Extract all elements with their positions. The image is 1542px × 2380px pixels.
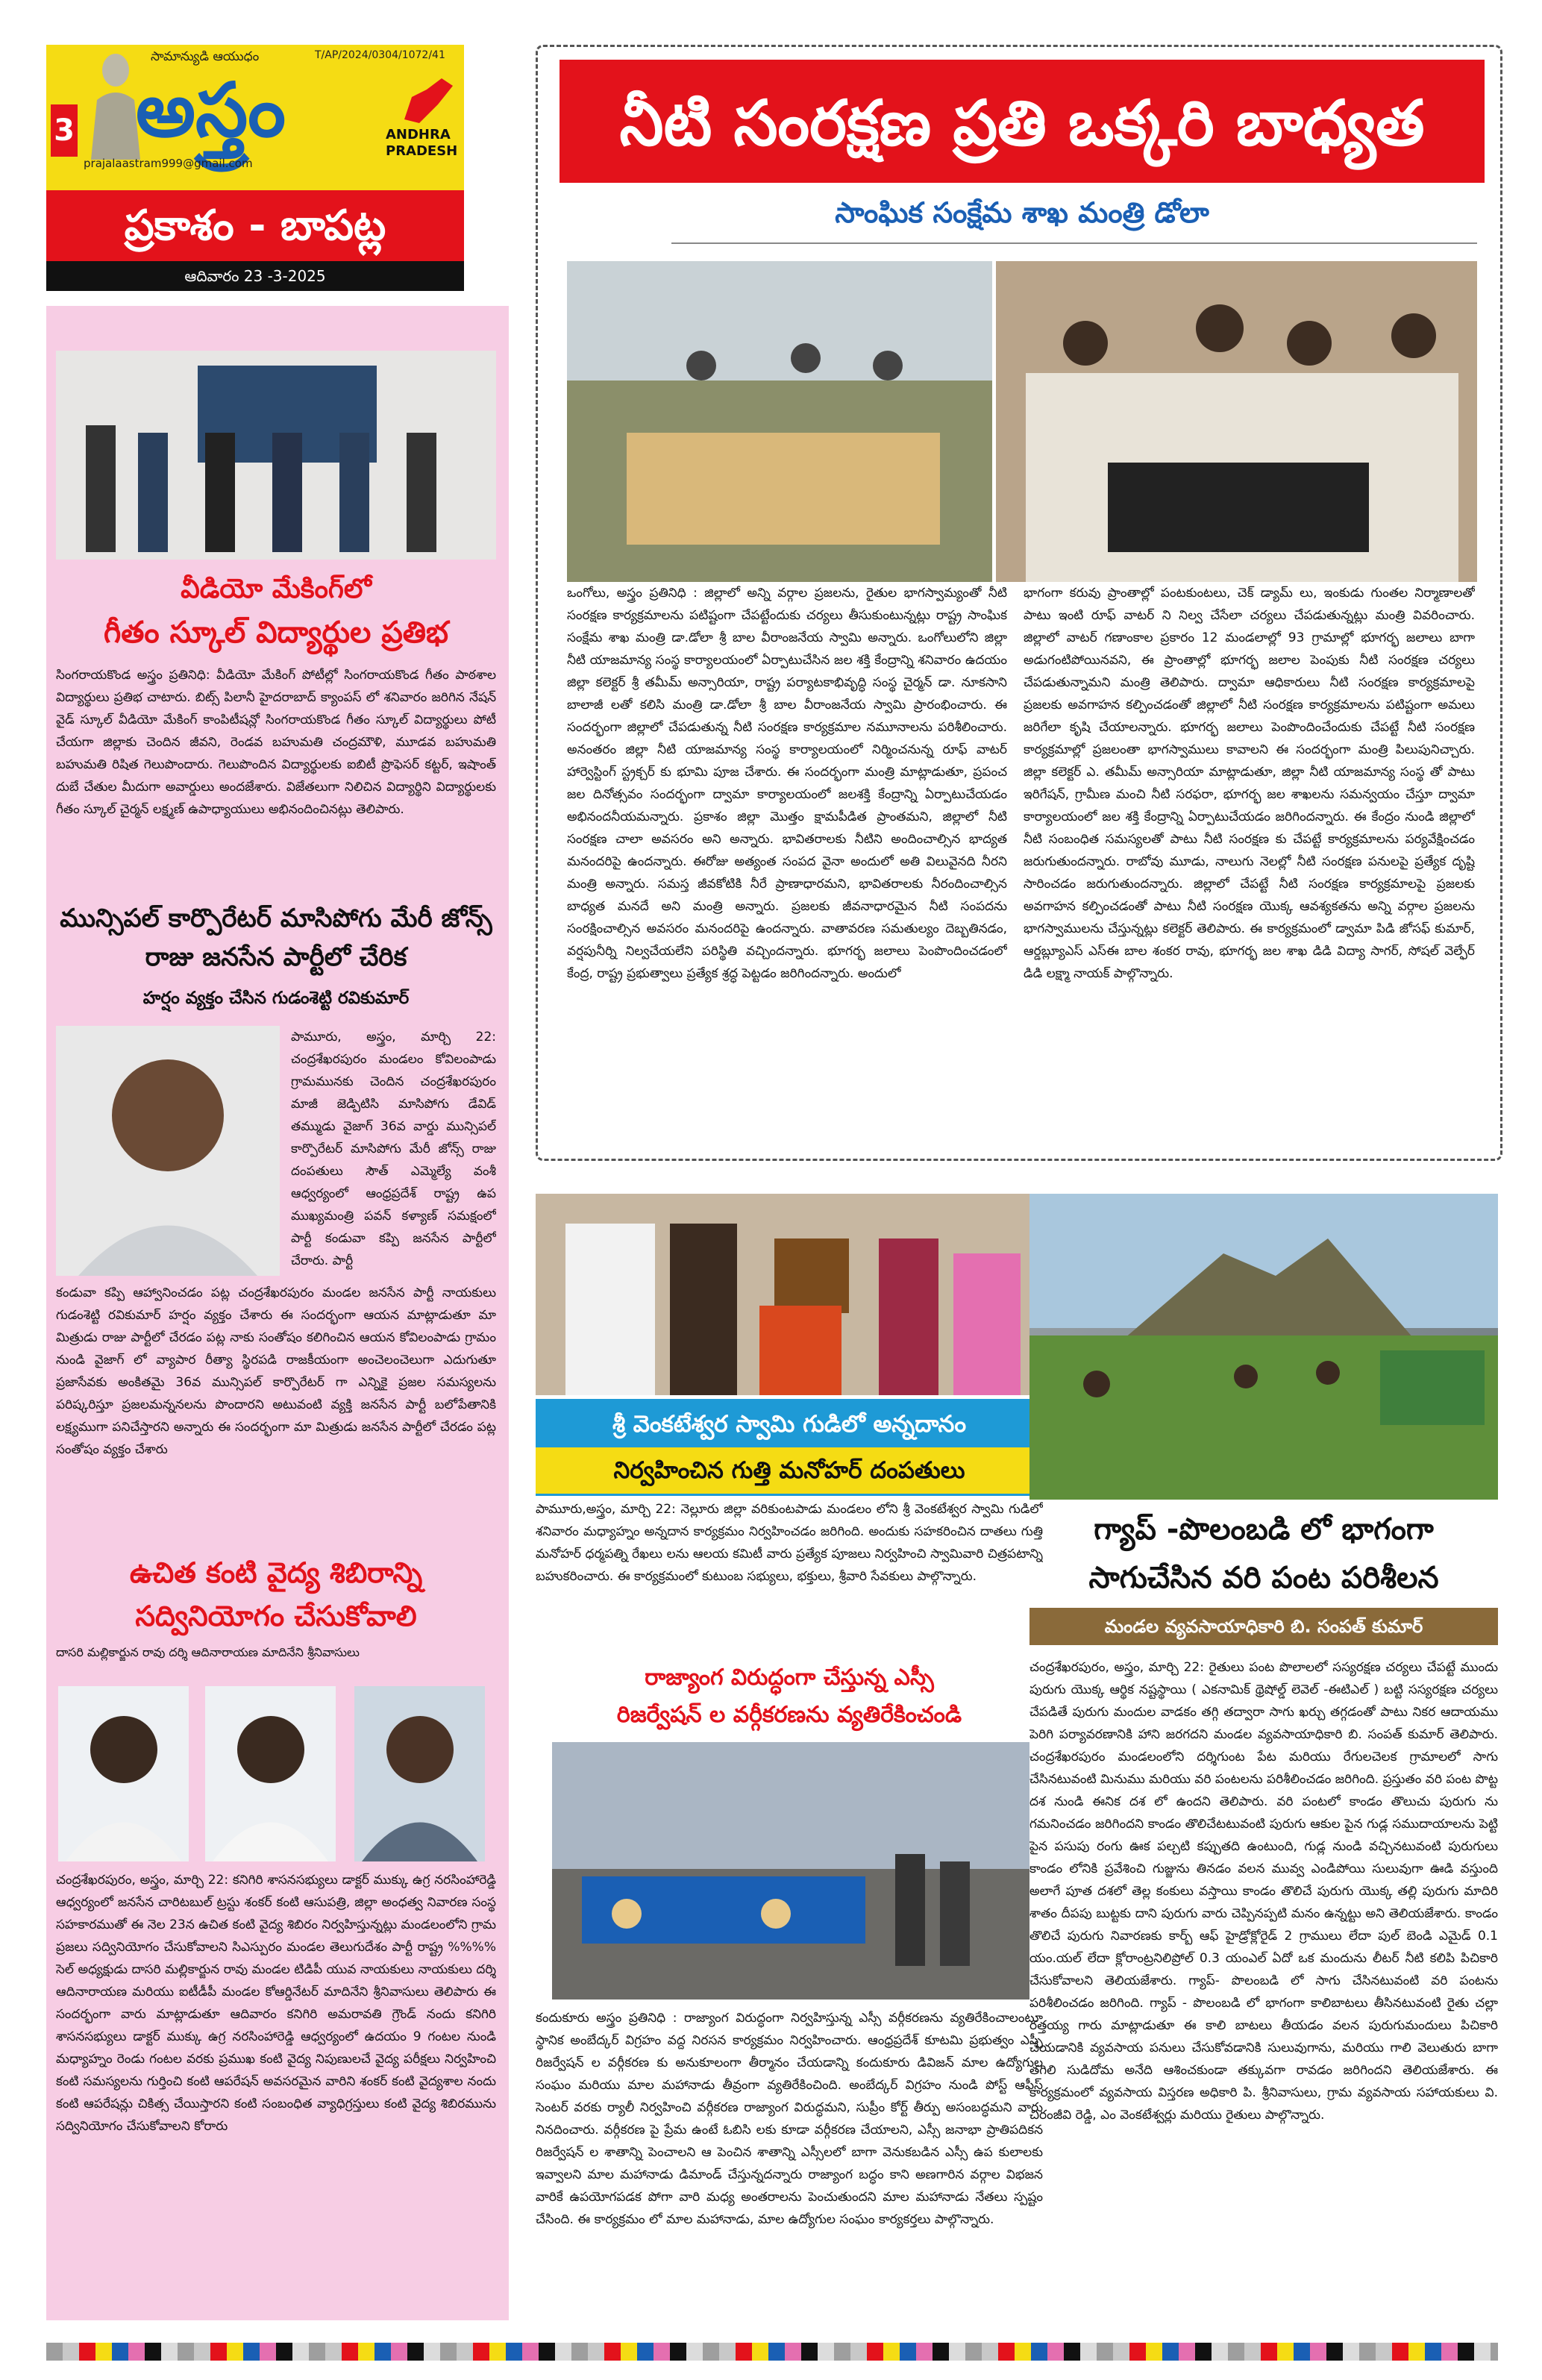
corporator-photo <box>56 1026 280 1276</box>
paddy-body: చంద్రశేఖరపురం, అస్త్రం, మార్చి 22: రైతులు పంట పొలాలలో సస్యరక్షణ చర్యలు చేపట్టే ముందు పురుగు యొక్క ఆర్థిక నష్టస్థాయి ( ఎకనామిక్ థ్రెషోల్డ్ లెవెల్ -ఈటిఎల్ ) బట్టి సస్యరక్షణ చర్యలు చేపడితే పురుగు మందుల వాడకం తగ్గి తద్వారా సాగు ఖర్చు తగ్గడంతో పాటు నికర ఆదాయము పెరిగి పర్యావరణానికి హాని జరగదని మండల వ్యవసాయాధికారి బి. సంపత్ కుమార్ తెలిపారు. చంద్రశేఖరపురం మండలంలోని దర్శిగుంట పేట మరియు రేగులచెలక గ్రామాలలో సాగు చేసినటువంటి మినుము మరియు వరి పంటలను పరిశీలించడం జరిగింది. ప్రస్తుతం వరి పంట పొట్ట దశ నుండి ఈనిక దశ లో ఉందని తెలిపారు. వరి పంటలో కాండం తొలుచు పురుగు ను గమనించడం జరిగిందని కాండం తొలిచేటటువంటి పురుగు ఆకుల పైన గుడ్ల సముదాయాలను పెట్టి పైన పసుపు రంగు ఊక పల్చటి కప్పుతది ఉంటుంది, గుడ్ల నుండి వచ్చినటువంటి పురుగులు కాండం లోనికి ప్రవేశించి గుజ్జును తినడం వలన మువ్వ ఎండిపోయి సులువుగా ఊడి వస్తుంది అలాగే పూత దశలో తెల్ల కంకులు వస్తాయి కాండం తొలిచే పురుగు యొక్క తల్లి పురుగు మాదిరి శాతం దీపపు బుట్టకు దాని పురుగు వారు చెప్పినప్పటి మనం ఉన్నట్టు అని తెలియజేశారు. కాండం తొలిచే పురుగు నివారణకు కార్బ్ ఆఫ్ హైడ్రోక్లోరైడ్ 2 గ్రాములు లేదా పుల్ బెండి ఎమైడ్ 0.1 యం.యల్ లేదా క్లోరాంట్రనిలిప్రోల్ 0.3 యంఎల్ ఏదో ఒక మందును లీటర్ నీటి కలిపి పిచికారి చేసుకోవాలని తెలియజేశారు. గ్యాప్- పొలంబడి లో సాగు చేసినటువంటి వరి పంటను పరిశీలించడం జరిగింది. గ్యాప్ - పొలంబడి లో భాగంగా కాలిబాటలు తీసినటువంటి రైతు చల్లా రత్తయ్య గారు మాట్లాడుతూ ఈ కాలి బాటలు తీయడం వలన పురుగుమందులు పిచికారి చేయడానికి వ్యవసాయ పనులు చేసుకోవడానికి సులువుగాను, మరియు గాలి వెలుతురు బాగా తగిలి సుడిదోమ అనేది ఆశించకుండా తక్కువగా రావడం జరిగిందని తెలియజేశారు. ఈ కార్యక్రమంలో వ్యవసాయ విస్తరణ అధికారి పి. శ్రీనివాసులు, గ్రామ వ్యవసాయ సహాయకులు వి. చిరంజీవి రెడ్డి, ఎం వెంకటేశ్వర్లు మరియు రైతులు పాల్గొన్నారు. <box>1029 1660 1498 2123</box>
video-photo <box>56 351 496 560</box>
lead-body-col1: ఒంగోలు, అస్త్రం ప్రతినిధి : జిల్లాలో అన్ని వర్గాల ప్రజలను, రైతుల భాగస్వామ్యంతో నీటి సంరక్షణ కార్యక్రమాలను పటిష్టంగా చేపట్టేందుకు చర్యలు తీసుకుంటున్నట్లు రాష్ట్ర సాంఘిక సంక్షేమ శాఖ మంత్రి డా.డోలా శ్రీ బాల వీరాంజనేయ స్వామి అన్నారు. ఒంగోలులోని జిల్లా నీటి యాజమాన్య సంస్థ కార్యాలయంలో ఏర్పాటుచేసిన జల శక్తి కేంద్రాన్ని శనివారం ఉదయం జిల్లా కలెక్టర్ శ్రీ తమీమ్ అన్సారియా, రాష్ట్ర పర్యాటకాభివృద్ధి సంస్థ చైర్మన్ డా. నూకసాని బాలాజీ లతో కలిసి మంత్రి డా.డోలా శ్రీ బాల వీరాంజనేయ స్వామి ప్రారంభించారు. ఈ సందర్భంగా జిల్లాలో చేపడుతున్న నీటి సంరక్షణ కార్యక్రమాల నమూనాలను పరిశీలించారు. అనంతరం జిల్లా నీటి యాజమాన్య సంస్థ కార్యాలయంలో నిర్మించనున్న రూఫ్ వాటర్ హార్వెస్టింగ్ స్ట్రక్చర్ కు భూమి పూజ చేశారు. ఈ సందర్భంగా మంత్రి మాట్లాడుతూ, ప్రపంచ జల దినోత్సవం సందర్భంగా ద్వామా కార్యాలయంలో జలశక్తి కేంద్రాన్ని ఏర్పాటుచేయడం అభినందనీయమన్నారు. ప్రకాశం జిల్లా మొత్తం క్షామపీడిత ప్రాంతమని, జిల్లాలో నీటి సంరక్షణ చాలా అవసరం అని అన్నారు. భావితరాలకు నీటిని అందించాల్సిన భాద్యత మనందరిపై ఉందన్నారు. ఈరోజు అత్యంత సంపద వైనా అందులో అతి విలువైనది నీరని మంత్రి అన్నారు. సమస్త జీవకోటికి నీరే ప్రాణాధారమని, భావితరాలకు నీరందించాల్సిన బాధ్యత మనదే అని మంత్రి అన్నారు. ప్రజలకు జీవనాధారమైన నీటి సంపదను సంరక్షించాల్సిన అవసరం మనందరిపై ఉందన్నారు. వాతావరణ సమతుల్యం దెబ్బతినడం, వర్షపునీర్ని నిల్వచేయలేని పరిస్థితి వచ్చిందన్నారు. భూగర్భ జలాలు పెంపొందించడంలో కేంద్ర, రాష్ట్ర ప్రభుత్వాలు ప్రత్యేక శ్రద్ధ పెట్టడం జరిగిందన్నారు. అందులో <box>567 586 1007 981</box>
masthead <box>46 45 464 291</box>
eye-camp-photo-1 <box>58 1686 189 1861</box>
lead-rule <box>671 242 1477 244</box>
temple-headline-2: నిర్వహించిన గుత్తి మనోహర్ దంపతులు <box>536 1447 1043 1494</box>
video-headline-2: గీతం స్కూల్ విద్యార్థుల ప్రతిభ <box>103 616 449 650</box>
temple-headline-1: శ్రీ వెంకటేశ్వర స్వామి గుడిలో అన్నదానం <box>612 1411 967 1438</box>
video-body: సింగరాయకొండ అస్త్రం ప్రతినిధి: వీడియో మేకింగ్ పోటీల్లో సింగరాయకొండ గీతం పాఠశాల విద్యార్థులు ప్రతిభ చాటారు. బిట్స్ పిలానీ హైదరాబాద్ క్యాంపస్ లో శనివారం జరిగిన నేషన్ వైడ్ స్కూల్ వీడియో మేకింగ్ కాంపిటీషన్లో సింగరాయకొండ గీతం స్కూల్ విద్యార్థులు పోటీ చేయగా జిల్లాకు చెందిన జీవని, రెండవ బహుమతి చంద్రమౌళి, మూడవ బహుమతి బహుమతి రిషిత గెలుపొందారు. గెలుపొందిన విద్యార్థులకు ఐబిటీ ప్రొఫెసర్ కట్టర్, ఇషాంత్ దుబే చేతుల మీదుగా అవార్డులు అందజేశారు. విజేతలుగా నిలిచిన విద్యార్థిని విద్యార్థులకు గీతం స్కూల్ చైర్మన్ లక్ష్మణ్ ఉపాధ్యాయులు అభినందించినట్లు తెలిపారు. <box>56 668 496 817</box>
sc-headline-1: రాజ్యాంగ విరుద్ధంగా చేస్తున్న ఎస్సీ <box>645 1665 934 1691</box>
janasena-body-side: పామూరు, అస్త్రం, మార్చి 22: చంద్రశేఖరపురం మండలం కోవిలంపాడు గ్రామమునకు చెందిన చంద్రశేఖరపురం మాజీ జెడ్పిటిసి మాసిపోగు డేవిడ్ తమ్ముడు వైజాగ్ 36వ వార్డు మున్సిపల్ కార్పొరేటర్ మాసిపోగు మేరీ జోన్స్ రాజు దంపతులు సౌత్ ఎమ్మెల్యే వంశీ ఆధ్వర్యంలో ఆంధ్రప్రదేశ్ రాష్ట్ర ఉప ముఖ్యమంత్రి పవన్ కళ్యాణ్ సమక్షంలో పార్టీ కండువా కప్పి జనసేన పార్టీలో చేరారు. పార్టీ <box>291 1030 496 1268</box>
janasena-subhead: హర్షం వ్యక్తం చేసిన గుడంశెట్టి రవికుమార్ <box>142 989 410 1008</box>
page-number: 3 <box>51 104 78 157</box>
paddy-photo <box>1029 1194 1498 1500</box>
logo: అస్త్రం <box>136 66 286 154</box>
ap-map-icon <box>397 75 457 127</box>
janasena-body: కండువా కప్పి ఆహ్వానించడం పట్ల చంద్రశేఖరపురం మండల జనసేన పార్టీ నాయకులు గుడంశెట్టి రవికుమార్ హర్షం వ్యక్తం చేశారు ఈ సందర్భంగా ఆయన మాట్లాడుతూ మా మిత్రుడు రాజు పార్టీలో చేరడం పట్ల నాకు సంతోషం కలిగించిన ఆయన కోవిలంపాడు గ్రామం నుండి వైజాగ్ లో వ్యాపార రీత్యా స్థిరపడి రాజకీయంగా అంచెలంచెలుగా ఎదుగుతూ ప్రజాసేవకు అంకితమై 36వ మున్సిపల్ కార్పొరేటర్ గా ఎన్నికై ప్రజల సమస్యలను పరిష్కరిస్తూ ప్రజలమన్ననలను పొందారని అటువంటి వ్యక్తి జనసేన పార్టీ బలోపేతానికి లక్ష్యముగా పనిచేస్తారని అన్నారు ఈ సందర్భంగా మా మిత్రుడు జనసేన పార్టీలో చేరడం పట్ల సంతోషం వ్యక్తం చేశారు <box>56 1285 496 1457</box>
eye-camp-caption: దాసరి మల్లికార్జున రావు దర్శి ఆదినారాయణ మాదినేని శ్రీనివాసులు <box>56 1645 360 1659</box>
color-registration-strip <box>46 2343 1498 2361</box>
edition: ప్రకాశం - బాపట్ల <box>124 201 386 250</box>
janasena-headline: మున్సిపల్ కార్పొరేటర్ మాసిపోగు మేరీ జోన్స్ రాజు జనసేన పార్టీలో చేరిక <box>60 904 492 972</box>
lead-body-col2: భాగంగా కరువు ప్రాంతాల్లో పంటకుంటలు, చెక్ డ్యామ్ లు, ఇంకుడు గుంతల నిర్మాణాలతో పాటు ఇంటి రూఫ్ వాటర్ ని నిల్వ చేసేలా చర్యలు చేపడుతున్నట్లు మంత్రి వివరించారు. జిల్లాలో వాటర్ గణాంకాల ప్రకారం 12 మండలాల్లో 93 గ్రామాల్లో భూగర్భ జలాలు బాగా అడుగంటిపోయినవని, ఈ ప్రాంతాల్లో భూగర్భ జలాల పెంపుకు నీటి సంరక్షణ చర్యలు చేపడుతున్నామని మంత్రి తెలిపారు. ద్వామా ఆధికారులు నీటి సంరక్షణ కార్యక్రమాలపై ప్రజలకు అవగాహన కల్పించడంతో జిల్లాలో నీటి సంరక్షణ కార్యక్రమాలను పటిష్టంగా అమలు జరిగేలా కృషి చేయాలన్నారు. భూగర్భ జలాలు పెంపొందించేందుకు చేపట్టే నీటి సంరక్షణ కార్యక్రమాల్లో ప్రజలంతా భాగస్వాములు కావాలని ఈ సందర్భంగా మంత్రి పిలుపునిచ్చారు. జిల్లా కలెక్టర్ ఎ. తమీమ్ అన్సారియా మాట్లాడుతూ, జిల్లా నీటి యాజమాన్య సంస్థ తో పాటు ఇరిగేషన్, గ్రామీణ మంచి నీటి సరఫరా, భూగర్భ జల శాఖలను సమన్వయం చేస్తూ ద్వామా కార్యాలయంలో జల శక్తి కేంద్రాన్ని ఏర్పాటుచేయడం జరిగిందన్నారు. ఈ కేంద్రం నుండి జిల్లాలో నీటి సంబంధిత సమస్యలతో పాటు నీటి సంరక్షణ కు చేపట్టే కార్యక్రమాలను పర్యవేక్షించడం జరుగుతుందన్నారు. రాబోవు మూడు, నాలుగు నెలల్లో నీటి సంరక్షణ పనులపై ప్రత్యేక దృష్టి సారించడం జరుగుతుందన్నారు. జిల్లాలో చేపట్టే నీటి సంరక్షణ కార్యక్రమాలపై ప్రజలకు అవగాహన కల్పించడంతో పాటు నీటి సంరక్షణ యొక్క ఆవశ్యకతను అన్ని వర్గాల ప్రజలను భాగస్వాములను చేస్తున్నట్లు కలెక్టర్ తెలిపారు. ఈ కార్యక్రమంలో డ్వామా పిడి జోసఫ్ కుమార్, ఆర్డబ్ల్యూఎస్ ఎస్ఈ బాల శంకర రావు, భూగర్భ జల శాఖ డిడి విద్యా సాగర్, సోషల్ వెల్ఫేర్ డిడి లక్ష్మా నాయక్ పాల్గొన్నారు. <box>1024 586 1475 981</box>
video-headline-1: వీడియో మేకింగ్‌లో <box>181 574 372 604</box>
sc-rally-photo <box>552 1742 1029 1999</box>
eye-camp-photo-2 <box>205 1686 336 1861</box>
sc-headline-2: రిజర్వేషన్ ల వర్గీకరణను వ్యతిరేకించండి <box>616 1702 962 1728</box>
paddy-headline-2: సాగుచేసిన వరి పంట పరిశీలన <box>1088 1561 1439 1595</box>
eye-camp-photo-3 <box>354 1686 485 1861</box>
lead-headline: నీటి సంరక్షణ ప్రతి ఒక్కరి బాధ్యత <box>619 87 1425 160</box>
reg-number: T/AP/2024/0304/1072/41 <box>315 49 445 61</box>
temple-body: పామూరు,అస్త్రం, మార్చి 22: నెల్లూరు జిల్లా వరికుంటపాడు మండలం లోని శ్రీ వెంకటేశ్వర స్వామి గుడిలో శనివారం మధ్యాహ్నం అన్నదాన కార్యక్రమం నిర్వహించడం జరిగింది. అందుకు సహకరించిన దాతలు గుత్తి మనోహర్ ధర్మపత్ని రేఖలు లను ఆలయ కమిటీ వారు ప్రత్యేక పూజలు నిర్వహించి స్వామివారి చిత్రపటాన్ని బహుకరించారు. ఈ కార్యక్రమంలో కుటుంబ సభ్యులు, భక్తులు, శ్రీవారి సేవకులు పాల్గొన్నారు. <box>536 1502 1043 1584</box>
eye-camp-headline-2: సద్వినియోగం చేసుకోవాలి <box>135 1600 417 1632</box>
lead-photo-ceremony <box>567 261 992 582</box>
paddy-subhead: మండల వ్యవసాయాధికారి బి. సంపత్ కుమార్ <box>1104 1616 1423 1637</box>
temple-photo <box>536 1194 1043 1395</box>
eye-camp-body: చంద్రశేఖరపురం, అస్త్రం, మార్చి 22: కనిగిరి శాసనసభ్యులు డాక్టర్ ముక్కు ఉగ్ర నరసింహారెడ్డి ఆధ్వర్యంలో జనసేన చారిటబుల్ ట్రస్టు శంకర్ కంటి ఆసుపత్రి, జిల్లా అంధత్వ నివారణ సంస్థ సహకారముతో ఈ నెల 23న ఉచిత కంటి వైద్య శిబిరం నిర్వహిస్తున్నట్లు మండలంలోని గ్రామ ప్రజలు సద్వినియోగం చేసుకోవాలని సిఎస్పురం మండల తెలుగుదేశం పార్టీ రాష్ట్ర %%%% సెల్ అధ్యక్షుడు దాసరి మల్లికార్జున రావు మండల టిడిపీ యువ నాయకులు నాయకులు దర్శి ఆదినారాయణ మరియు ఐటీడీపీ మండల కోఆర్డినేటర్ మాదినేని శ్రీనివాసులు తెలిపారు ఈ సందర్భంగా వారు మాట్లాడుతూ ఆదివారం కనిగిరి అమరావతి గ్రౌండ్ నందు కనిగిరి శాసనసభ్యులు డాక్టర్ ముక్కు ఉగ్ర నరసింహారెడ్డి ఆధ్వర్యంలో ఉదయం 9 గంటల నుండి మధ్యాహ్నం రెండు గంటల వరకు ప్రముఖ కంటి వైద్య నిపుణులచే వైద్య పరీక్షలు నిర్వహించి కంటి సమస్యలను గుర్తించి కంటి ఆపరేషన్ అవసరమైన వారిని శంకర్ కంటి వైద్యశాల నందు కంటి ఆపరేషన్లు చికిత్స చేయిస్తారని కంటి సంబంధిత వ్యాధిగ్రస్తులు కంటి వైద్య శిబిరమును సద్వినియోగం చేసుకోవాలని కోరారు <box>56 1873 496 2134</box>
paddy-headline-1: గ్యాప్ -పొలంబడి లో భాగంగా <box>1094 1512 1434 1547</box>
email: prajalaastram999@gmail.com <box>84 157 253 170</box>
sc-body: కందుకూరు అస్త్రం ప్రతినిధి : రాజ్యాంగ విరుద్ధంగా నిర్వహిస్తున్న ఎస్సీ వర్గీకరణను వ్యతిరేకించాలంటూ స్థానిక అంబేద్కర్ విగ్రహం వద్ద నిరసన కార్యక్రమం నిర్వహించారు. ఆంధ్రప్రదేశ్ కూటమి ప్రభుత్వం ఎస్సీ రిజర్వేషన్ ల వర్గీకరణ కు అనుకూలంగా తీర్మానం చేయడాన్ని కందుకూరు డివిజన్ మాల ఉద్యోగుల సంఘం మరియు మాల మహానాడు తీవ్రంగా వ్యతిరేకించింది. అంబేద్కర్ విగ్రహం నుండి పోస్ట్ ఆఫీస్ సెంటర్ వరకు ర్యాలీ నిర్వహించి వర్గీకరణ రాజ్యాంగ విరుద్ధమని, సుప్రీం కోర్ట్ తీర్పు అసంబద్ధమని వారు నినదించారు. వర్గీకరణ పై ప్రేమ ఉంటే ఓబిసి లకు కూడా వర్గీకరణ చేయాలని, ఎస్సీ జనాభా ప్రాతిపదికన రిజర్వేషన్ ల శాతాన్ని పెంచాలని ఆ పెంచిన శాతాన్ని ఎస్సీలలో బాగా వెనుకబడిన ఎస్సీ ఉప కులాలకు ఇవ్వాలని మాల మహానాడు డిమాండ్ చేస్తున్నదన్నారు రాజ్యాంగ బద్ధం కాని అణగారిన వర్గాల విభజన వారికే ఉపయోగపడక పోగా వారి మధ్య అంతరాలను పెంచుతుందని మాల మహానాడు నేతలు స్పష్టం చేసింది. ఈ కార్యక్రమం లో మాల మహానాడు, మాల ఉద్యోగుల సంఘం కార్యకర్తలు పాల్గొన్నారు. <box>536 2011 1043 2227</box>
lead-subheadline: సాంఘిక సంక్షేమ శాఖ మంత్రి డోలా <box>835 196 1209 229</box>
date: ఆదివారం 23 -3-2025 <box>184 267 326 285</box>
tagline: సామాన్యుడి ఆయుధం <box>151 49 260 64</box>
state-name: ANDHRA PRADESH <box>386 127 458 159</box>
eye-camp-headline-1: ఉచిత కంటి వైద్య శిబిరాన్ని <box>129 1556 423 1589</box>
lead-photo-press <box>996 261 1477 582</box>
